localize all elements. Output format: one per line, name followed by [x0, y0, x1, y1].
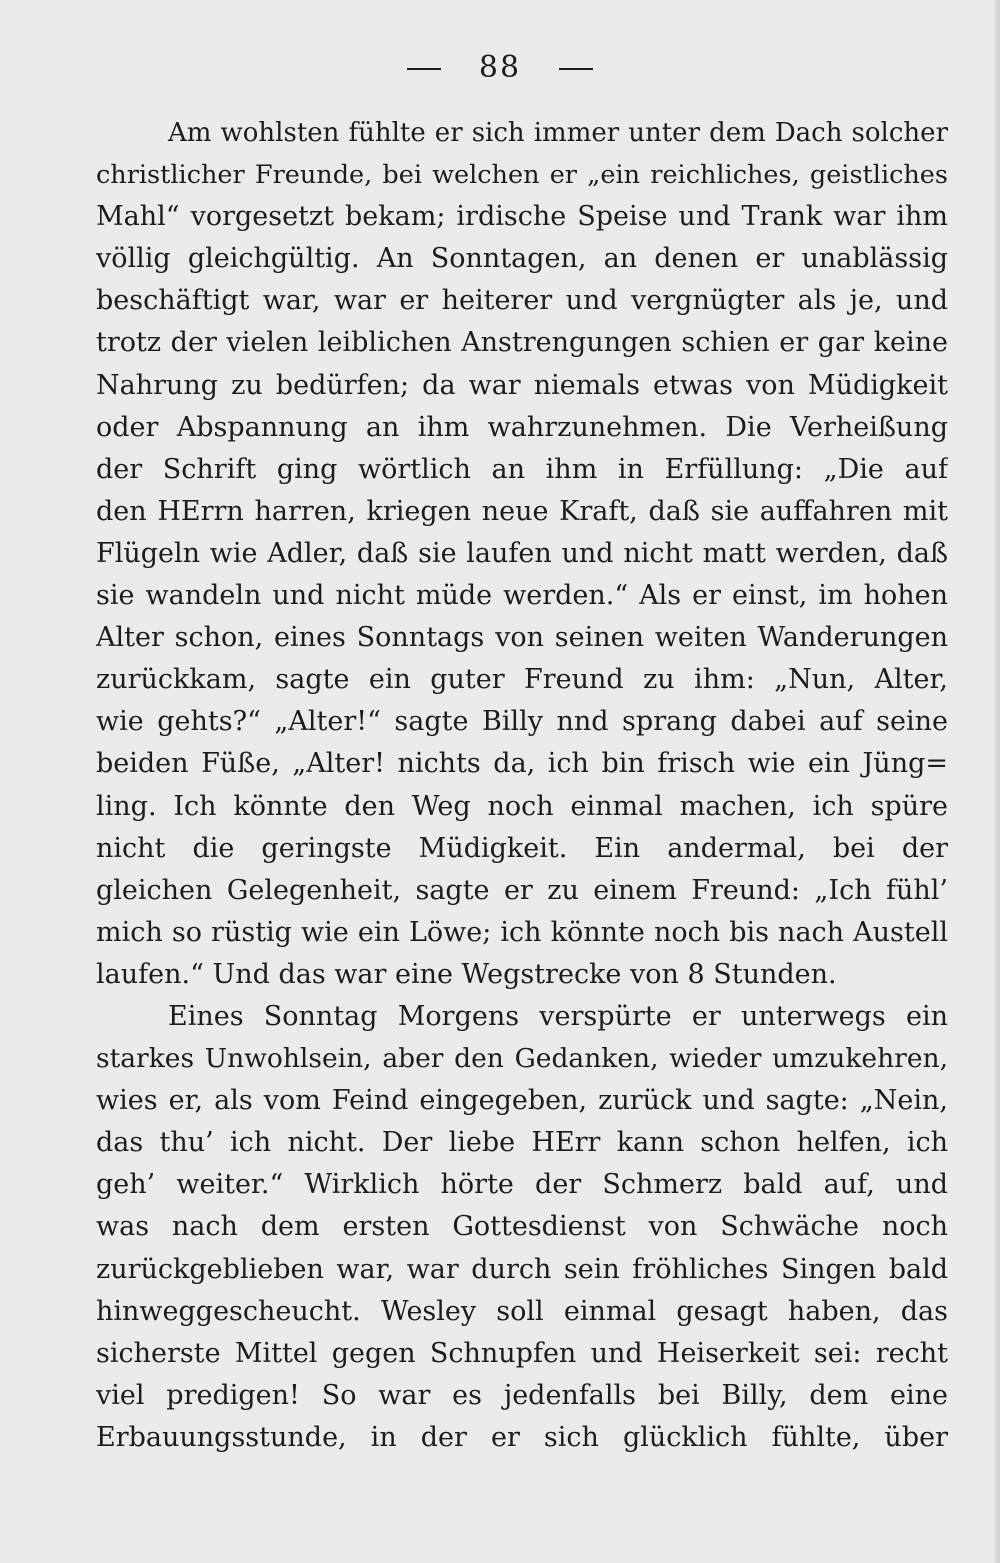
text-line: das thu’ ich nicht. Der liebe HErr kann schon helfen, ich [96, 1127, 948, 1159]
page-edge-shadow [994, 0, 1000, 1563]
text-line: nicht die geringste Müdigkeit. Ein andermal, bei der [96, 832, 948, 864]
text-line: Am wohlsten fühlte er sich immer unter dem Dach solcher [168, 118, 948, 148]
text-line: zurückgeblieben war, war durch sein fröhliches Singen bald [96, 1253, 948, 1285]
text-line: Alter schon, eines Sonntags von seinen weiten Wanderungen [96, 622, 948, 654]
left-dash [407, 68, 441, 70]
text-line: völlig gleichgültig. An Sonntagen, an denen er unablässig [96, 243, 948, 275]
text-line: mich so rüstig wie ein Löwe; ich könnte noch bis nach Austell [96, 916, 948, 948]
text-line: trotz der vielen leiblichen Anstrengungen schien er gar keine [96, 327, 948, 359]
text-line: hinweggescheucht. Wesley soll einmal gesagt haben, das [96, 1295, 948, 1327]
text-line: gleichen Gelegenheit, sagte er zu einem Freund: „Ich fühl’ [96, 874, 948, 906]
right-dash [559, 68, 593, 70]
text-line: wie gehts?“ „Alter!“ sagte Billy nnd sprang dabei auf seine [96, 706, 948, 738]
text-line: beschäftigt war, war er heiterer und vergnügter als je, und [96, 285, 948, 317]
text-line: ling. Ich könnte den Weg noch einmal machen, ich spüre [96, 790, 948, 822]
text-line: Eines Sonntag Morgens verspürte er unterwegs ein [168, 1000, 948, 1032]
text-line: Mahl“ vorgesetzt bekam; irdische Speise und Trank war ihm [96, 201, 948, 233]
paragraph-last-line: laufen.“ Und das war eine Wegstrecke von 8 Stunden. [96, 958, 837, 990]
page-number: 88 [478, 50, 522, 85]
page-number-header [0, 50, 1000, 85]
text-line: oder Abspannung an ihm wahrzunehmen. Die Verheißung [96, 411, 948, 443]
text-line: Erbauungsstunde, in der er sich glücklich fühlte, über [96, 1421, 948, 1453]
text-line: sie wandeln und nicht müde werden.“ Als er einst, im hohen [96, 580, 948, 612]
body-text [96, 112, 948, 1459]
text-line: viel predigen! So war es jedenfalls bei Billy, dem eine [96, 1379, 948, 1411]
text-line: den HErrn harren, kriegen neue Kraft, daß sie auffahren mit [96, 495, 948, 527]
text-line: zurückkam, sagte ein guter Freund zu ihm: „Nun, Alter, [96, 664, 948, 696]
text-line: beiden Füße, „Alter! nichts da, ich bin frisch wie ein Jüng= [96, 748, 948, 780]
text-line: geh’ weiter.“ Wirklich hörte der Schmerz bald auf, und [96, 1169, 948, 1201]
text-line: der Schrift ging wörtlich an ihm in Erfüllung: „Die auf [96, 453, 948, 485]
text-line: christlicher Freunde, bei welchen er „ein reichliches, geistliches [96, 160, 948, 191]
text-line: starkes Unwohlsein, aber den Gedanken, wieder umzukehren, [96, 1043, 948, 1075]
text-line: was nach dem ersten Gottesdienst von Schwäche noch [96, 1211, 948, 1243]
text-line: Flügeln wie Adler, daß sie laufen und nicht matt werden, daß [96, 537, 948, 569]
text-line: Nahrung zu bedürfen; da war niemals etwas von Müdigkeit [96, 369, 948, 401]
text-line: sicherste Mittel gegen Schnupfen und Heiserkeit sei: recht [96, 1337, 948, 1369]
text-line: wies er, als vom Feind eingegeben, zurück und sagte: „Nein, [96, 1085, 948, 1117]
